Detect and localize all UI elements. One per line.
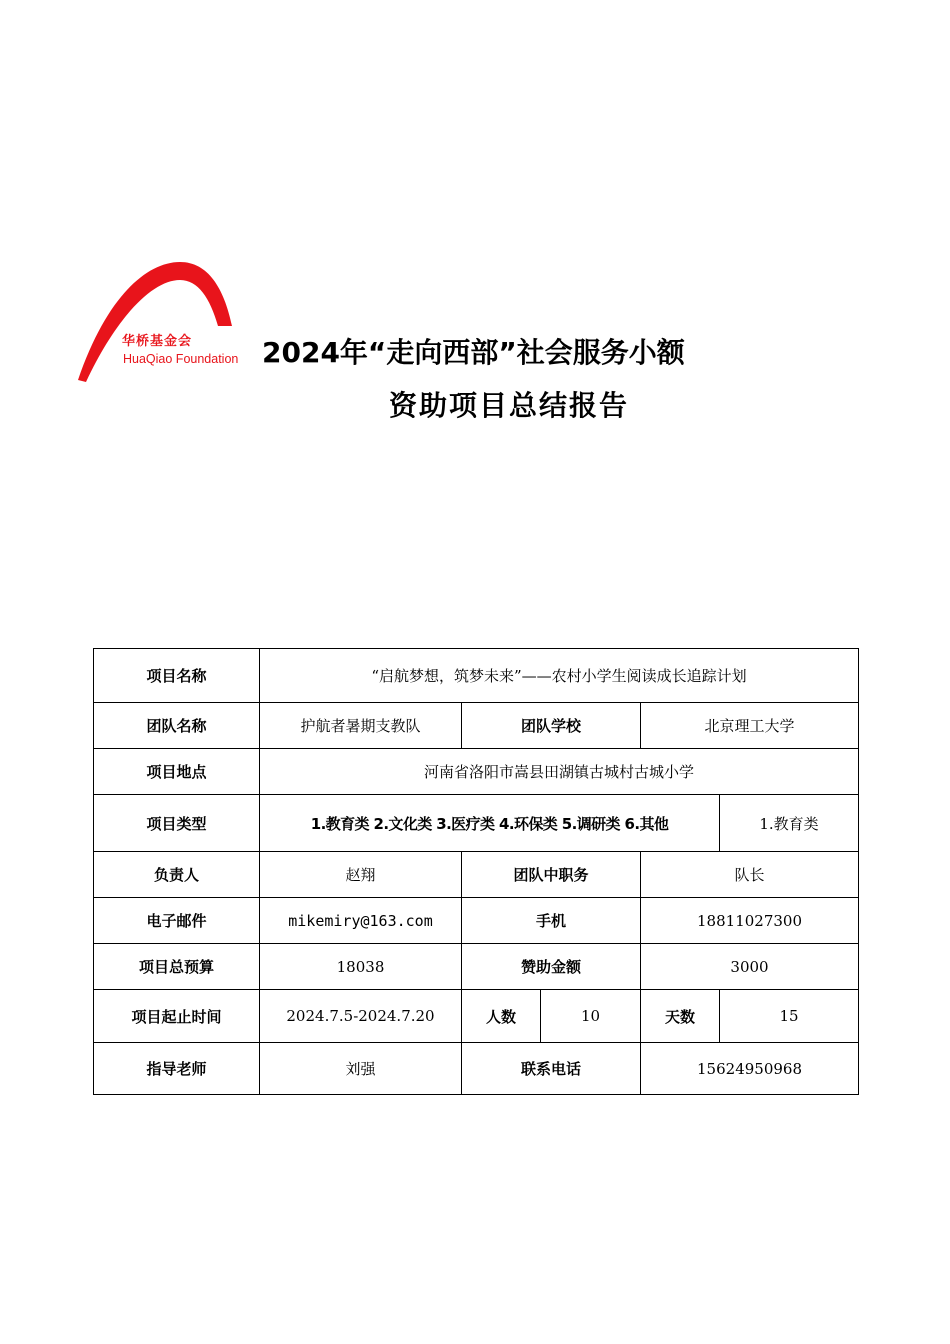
team-school-value: 北京理工大学: [641, 703, 859, 749]
people-label: 人数: [462, 990, 541, 1043]
period-label: 项目起止时间: [94, 990, 260, 1043]
table-row: [94, 749, 859, 795]
days-label: 天数: [641, 990, 720, 1043]
table-row: [94, 795, 859, 852]
table-row: [94, 898, 859, 944]
location-value: 河南省洛阳市嵩县田湖镇古城村古城小学: [260, 749, 859, 795]
people-value: 10: [541, 990, 641, 1043]
table-row: [94, 852, 859, 898]
location-label: 项目地点: [94, 749, 260, 795]
table-row: [94, 649, 859, 703]
budget-label: 项目总预算: [94, 944, 260, 990]
project-type-options: 1.教育类 2.文化类 3.医疗类 4.环保类 5.调研类 6.其他: [260, 795, 720, 852]
project-name-label: 项目名称: [94, 649, 260, 703]
contact-phone-value: 15624950968: [641, 1043, 859, 1095]
period-value: 2024.7.5-2024.7.20: [260, 990, 462, 1043]
email-label: 电子邮件: [94, 898, 260, 944]
contact-phone-label: 联系电话: [462, 1043, 641, 1095]
project-info-table: [93, 648, 859, 1095]
table-row: [94, 944, 859, 990]
leader-value: 赵翔: [260, 852, 462, 898]
table-row: [94, 703, 859, 749]
table-row: [94, 1043, 859, 1095]
team-school-label: 团队学校: [462, 703, 641, 749]
project-name-value: “启航梦想，筑梦未来”——农村小学生阅读成长追踪计划: [260, 649, 859, 703]
logo-english-text: HuaQiao Foundation: [123, 352, 239, 366]
huaqiao-foundation-logo: [76, 258, 252, 384]
project-type-value: 1.教育类: [720, 795, 859, 852]
advisor-label: 指导老师: [94, 1043, 260, 1095]
mobile-label: 手机: [462, 898, 641, 944]
report-title-line2: 资助项目总结报告: [389, 389, 630, 422]
budget-value: 18038: [260, 944, 462, 990]
logo-chinese-text: 华桥基金会: [122, 334, 193, 349]
grant-value: 3000: [641, 944, 859, 990]
role-label: 团队中职务: [462, 852, 641, 898]
project-type-label: 项目类型: [94, 795, 260, 852]
leader-label: 负责人: [94, 852, 260, 898]
days-value: 15: [720, 990, 859, 1043]
report-title-line1: 2024年“走向西部”社会服务小额: [262, 336, 685, 369]
team-name-label: 团队名称: [94, 703, 260, 749]
mobile-value: 18811027300: [641, 898, 859, 944]
grant-label: 赞助金额: [462, 944, 641, 990]
advisor-value: 刘强: [260, 1043, 462, 1095]
team-name-value: 护航者暑期支教队: [260, 703, 462, 749]
email-value: mikemiry@163.com: [260, 898, 462, 944]
role-value: 队长: [641, 852, 859, 898]
table-row: [94, 990, 859, 1043]
